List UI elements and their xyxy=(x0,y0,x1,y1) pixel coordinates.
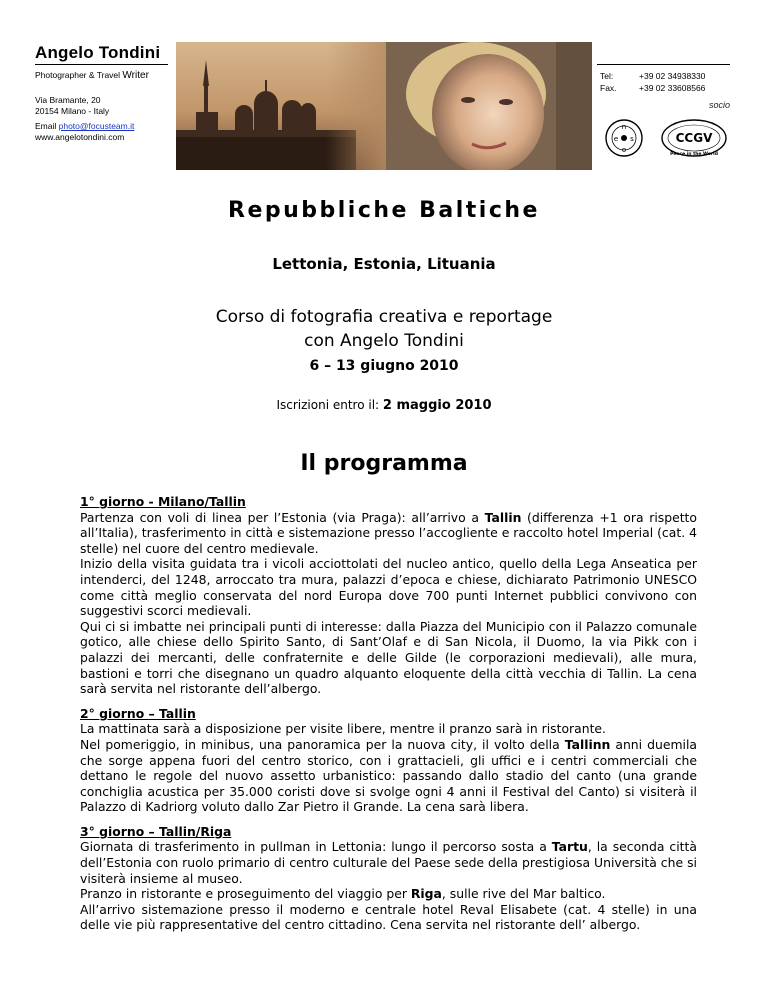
address-city: 20154 Milano - Italy xyxy=(35,106,110,116)
compass-o: o xyxy=(621,146,627,154)
paragraph: La mattinata sarà a disposizione per visite libere, mentre il pranzo sarà in ristorante. xyxy=(80,721,606,737)
paragraph: Nel pomeriggio, in minibus, una panoramica per la nuova city, il volto della Tallinn anni duemila che sorge appena fuori del centro storico, con i grattacieli, gli uffici e i centri commerciali che dettano le regole del nuovo assetto urbanistico: passando dallo stadio del canto (una grande conchiglia acustica per 35.000 coristi dove si svolge ogni 4 anni il Festival del Canto) si visiterà il Palazzo di Kadriorg voluto dallo Zar Pietro il Grande. La cena sarà libera. xyxy=(80,736,697,815)
compass-n: n xyxy=(621,123,627,131)
author-name: Angelo Tondini xyxy=(35,43,161,62)
paragraph: Qui ci si imbatte nei principali punti di interesse: dalla Piazza del Municipio con il Palazzo comunale gotico, alle chiese dello Spirito Santo, di Sant’Olaf e di San Nicola, il Duomo, la via Pikk con i palazzi dei mercanti, delle confraternite e delle Gilde (le corporazioni medievali), alle mura, bastioni e torri che disegnano un quadro alquanto eloquente della città vecchia di Tallin. La cena sarà servita nel ristorante dell’albergo. xyxy=(80,618,697,697)
compass-s: s xyxy=(630,135,634,143)
cigv-logo xyxy=(660,118,728,158)
email-link[interactable]: photo@focusteam.it xyxy=(58,121,135,131)
fax-number: +39 02 33608566 xyxy=(639,83,706,93)
day-heading: 1° giorno - Milano/Tallin xyxy=(80,494,246,509)
cigv-text: CCGV xyxy=(675,131,713,145)
socio-label: socio xyxy=(708,100,730,110)
day-heading: 2° giorno – Tallin xyxy=(80,705,196,721)
header-rule-left xyxy=(35,64,168,65)
phone-block: Tel: +39 02 34938330 Fax. +39 02 33608566 xyxy=(600,71,706,93)
compass-e: e xyxy=(613,135,619,143)
program-heading: Il programma xyxy=(300,451,468,476)
contact-block: Email photo@focusteam.it www.angelotondini.com xyxy=(35,121,135,142)
phone-number: +39 02 34938330 xyxy=(639,71,706,81)
address-street: Via Bramante, 20 xyxy=(35,95,101,105)
paragraph: All’arrivo sistemazione presso il moderno e centrale hotel Reval Elisabete (cat. 4 stelle) in una delle vie più rappresentative del centro cittadino. Cena servita nel ristorante dell’ albergo. xyxy=(80,901,697,933)
cigv-subtext: Peace in the World xyxy=(670,152,718,157)
paragraph: Inizio della visita guidata tra i vicoli acciottolati del nucleo antico, quello della Lega Anseatica per intenderci, del 1248, arroccato tra mura, palazzi d’epoca e chiese, dichiarato Patrimonio UNESCO come città meglio conservata del nord Europa dove 700 punti Internet pubblici convivono con suggestivi scorci medievali. xyxy=(80,556,697,619)
day-heading: 3° giorno – Tallin/Riga xyxy=(80,823,232,839)
course-description: Corso di fotografia creativa e reportage con Angelo Tondini xyxy=(215,307,553,351)
compass-logo xyxy=(604,118,644,158)
paragraph: Giornata di trasferimento in pullman in Lettonia: lungo il percorso sosta a Tartu, la seconda città dell’Estonia con ruolo primario di centro culturale del Paese sede della prestigiosa Università che si visiterà insieme al museo. xyxy=(80,839,697,886)
website-link[interactable]: www.angelotondini.com xyxy=(35,132,125,142)
page-title: Repubbliche Baltiche xyxy=(228,198,540,223)
day-section xyxy=(80,494,697,697)
author-role: Photographer & Travel Writer xyxy=(35,70,149,81)
header-photo xyxy=(176,42,592,170)
course-dates: 6 – 13 giugno 2010 xyxy=(309,358,459,374)
paragraph: Pranzo in ristorante e proseguimento del viaggio per Riga, sulle rive del Mar baltico. xyxy=(80,886,606,902)
paragraph: Partenza con voli di linea per l’Estonia (via Praga): all’arrivo a Tallin (differenza +1 ora rispetto all’Italia), trasferimento in città e sistemazione presso l’accogliente e raccolto hotel Imperial (cat. 4 stelle) nel cuore del centro medievale. xyxy=(80,509,697,556)
header-rule-right xyxy=(597,64,730,65)
day-section xyxy=(80,824,697,933)
registration-deadline: Iscrizioni entro il: 2 maggio 2010 xyxy=(276,398,492,413)
program-body xyxy=(80,494,697,942)
day-section xyxy=(80,706,697,815)
address-block xyxy=(35,95,109,117)
countries-subtitle: Lettonia, Estonia, Lituania xyxy=(272,255,496,273)
